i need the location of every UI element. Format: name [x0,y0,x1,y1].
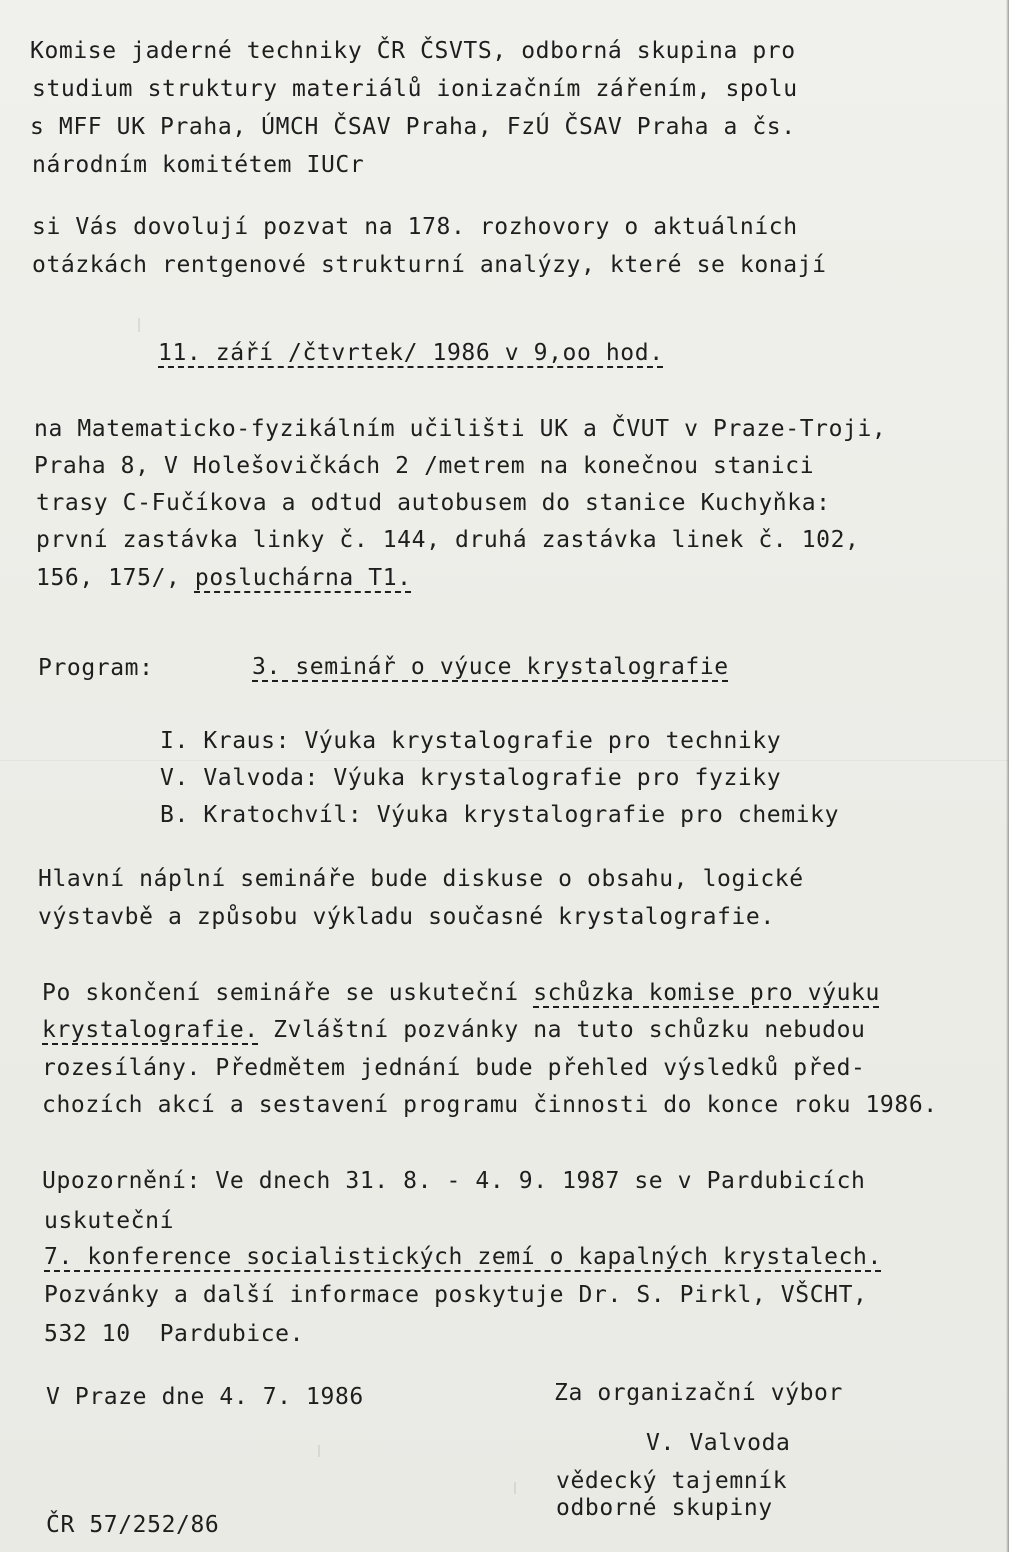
notice-line-5: 532 10 Pardubice. [44,1321,305,1347]
lecture-room: posluchárna T1. [194,565,412,591]
talk-3: B. Kratochvíl: Výuka krystalografie pro chemiky [160,802,840,828]
content-line-1: Hlavní náplní semináře bude diskuse o obsahu, logické [38,866,804,892]
venue-line-4: první zastávka linky č. 144, druhá zastávka linek č. 102, [36,527,860,553]
venue-line-1: na Matematicko-fyzikálním učilišti UK a ČVUT v Praze-Troji, [34,416,887,442]
talk-1: I. Kraus: Výuka krystalografie pro techniky [160,728,782,754]
intro-line-1: Komise jaderné techniky ČR ČSVTS, odborná skupina pro [30,38,796,64]
venue-line-3: trasy C-Fučíkova a odtud autobusem do stanice Kuchyňka: [36,490,831,516]
meeting-line-1 [42,982,880,1005]
reference-number: ČR 57/252/86 [46,1512,220,1538]
conference-title: 7. konference socialistických zemí o kapalných krystalech. [44,1244,882,1270]
event-date: 11. září /čtvrtek/ 1986 v 9,oo hod. [158,340,664,366]
notice-line-4: Pozvánky a další informace poskytuje Dr. S. Pirkl, VŠCHT, [44,1282,868,1308]
venue-line-2: Praha 8, V Holešovičkách 2 /metrem na konečnou stanici [34,453,815,479]
program-label: Program: [38,655,154,681]
meeting-line-2 [42,1019,866,1042]
meeting-line-1-prefix: Po skončení semináře se uskuteční [42,980,534,1006]
content-line-2: výstavbě a způsobu výkladu současné krystalografie. [38,904,775,930]
paper-mark [318,1445,320,1457]
notice-line-1: Upozornění: Ve dnech 31. 8. - 4. 9. 1987 se v Pardubicích [42,1168,866,1194]
meeting-line-3: rozesílány. Předmětem jednání bude přehled výsledků před- [42,1055,866,1081]
paper-crease [0,760,1009,761]
signature-committee: Za organizační výbor [554,1380,843,1406]
place-date: V Praze dne 4. 7. 1986 [46,1384,364,1410]
intro-line-4: národním komitétem IUCr [32,152,365,178]
paper-mark [514,1482,516,1494]
committee-meeting: schůzka komise pro výuku [533,980,880,1006]
paper-mark [138,318,140,332]
committee-meeting-cont: krystalografie. [42,1017,259,1043]
venue-line-5 [36,567,412,590]
intro-line-3: s MFF UK Praha, ÚMCH ČSAV Praha, FzÚ ČSAV Praha a čs. [30,114,796,140]
notice-line-2: uskuteční [44,1208,175,1234]
meeting-line-4: chozích akcí a sestavení programu činnosti do konce roku 1986. [42,1092,938,1118]
program-title: 3. seminář o výuce krystalografie [252,654,729,680]
invite-line-2: otázkách rentgenové strukturní analýzy, které se konají [32,252,827,278]
signature-name: V. Valvoda [646,1430,791,1456]
signature-role-1: vědecký tajemník [556,1468,788,1494]
intro-line-2: studium struktury materiálů ionizačním zářením, spolu [32,76,798,102]
venue-line-5-prefix: 156, 175/, [36,565,195,591]
talk-2: V. Valvoda: Výuka krystalografie pro fyziky [160,765,782,791]
meeting-line-2-rest: Zvláštní pozvánky na tuto schůzku nebudou [258,1017,866,1043]
invite-line-1: si Vás dovolují pozvat na 178. rozhovory o aktuálních [32,214,798,240]
signature-role-2: odborné skupiny [556,1495,773,1521]
